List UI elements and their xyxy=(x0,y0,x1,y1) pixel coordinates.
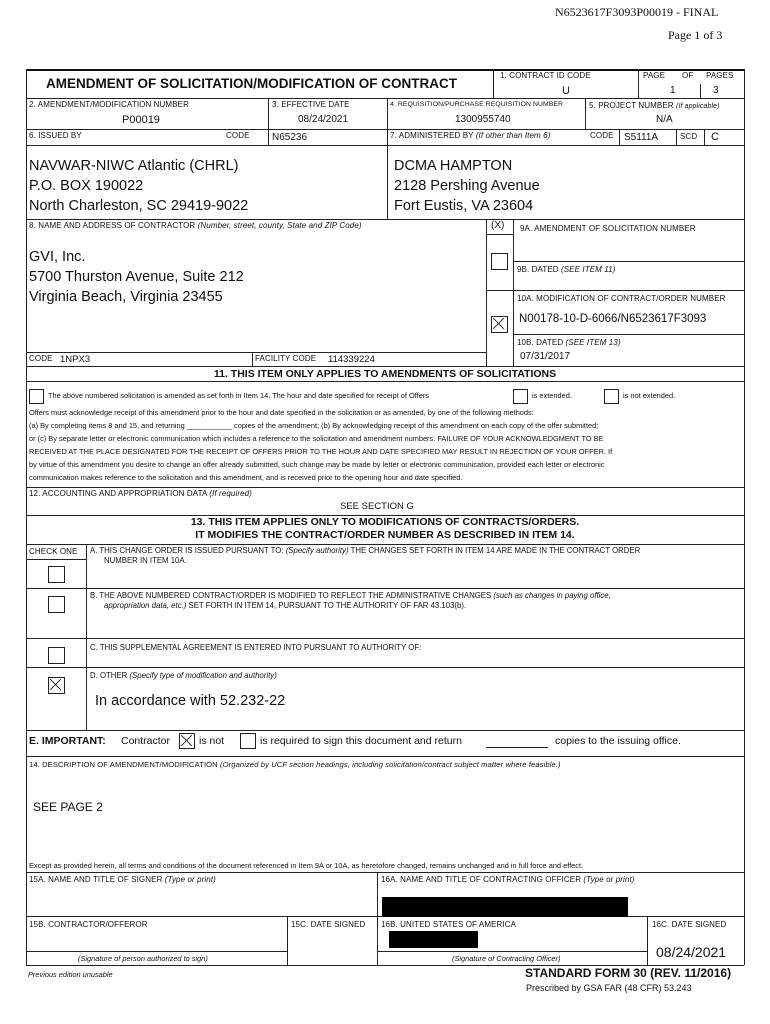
administered-by-line-1: DCMA HAMPTON xyxy=(394,158,513,174)
signature-person-caption: (Signature of person authorized to sign) xyxy=(78,954,208,963)
amendment-number-value: P00019 xyxy=(122,114,160,126)
of-label: OF xyxy=(682,71,694,80)
important-required-text: is required to sign this document and return xyxy=(260,735,462,747)
issued-by-line-2: P.O. BOX 190022 xyxy=(29,178,144,194)
contractor-line-1: GVI, Inc. xyxy=(29,249,86,265)
facility-code-label: FACILITY CODE xyxy=(255,354,317,363)
united-states-label: 16B. UNITED STATES OF AMERICA xyxy=(381,920,517,929)
amendment-number-label: 2. AMENDMENT/MODIFICATION NUMBER xyxy=(29,100,189,109)
rule xyxy=(26,381,744,382)
rule xyxy=(486,234,513,235)
rule xyxy=(377,951,647,952)
administered-by-line-3: Fort Eustis, VA 23604 xyxy=(394,198,534,214)
item-11-text-3: or (c) By separate letter or electronic communication which includes a reference to the solicitation and amendment numbers. FAILURE OF YOUR ACKNOWLEDGMENT TO BE xyxy=(29,434,604,443)
form-title: AMENDMENT OF SOLICITATION/MODIFICATION OF CONTRACT xyxy=(46,76,457,91)
accounting-data-value: SEE SECTION G xyxy=(340,501,414,512)
item-13d-checkbox[interactable] xyxy=(48,677,65,694)
rule xyxy=(26,98,744,99)
rule xyxy=(26,756,744,757)
rule xyxy=(26,951,287,952)
is-not-extended-checkbox[interactable] xyxy=(604,389,619,404)
rule xyxy=(268,129,269,145)
item-13d-value: In accordance with 52.232-22 xyxy=(95,693,286,709)
rule xyxy=(26,730,744,731)
contractor-code-value: 1NPX3 xyxy=(60,354,91,365)
rule xyxy=(486,219,487,366)
rule xyxy=(26,487,744,488)
is-not-required-checkbox[interactable] xyxy=(179,733,195,749)
administered-by-code-label: CODE xyxy=(590,131,614,140)
is-required-checkbox[interactable] xyxy=(240,733,256,749)
item-13a-checkbox[interactable] xyxy=(48,566,65,583)
issued-by-label: 6. ISSUED BY xyxy=(29,131,82,140)
rule xyxy=(493,69,494,98)
item-11-text-4: RECEIVED AT THE PLACE DESIGNATED FOR THE RECEIPT OF OFFERS PRIOR TO THE HOUR AND DATE SPECIFIED MAY RESULT IN REJECTION OF YOUR OFFER. If xyxy=(29,447,613,456)
issued-by-code-value: N65236 xyxy=(272,132,308,143)
form-right-border xyxy=(744,69,745,965)
pages-value: 3 xyxy=(713,85,719,96)
contractor-offeror-label: 15B. CONTRACTOR/OFFEROR xyxy=(29,920,148,929)
item-13-title-2: IT MODIFIES THE CONTRACT/ORDER NUMBER AS DESCRIBED IN ITEM 14. xyxy=(195,529,575,541)
item-11-checkbox[interactable] xyxy=(29,389,44,404)
scd-value: C xyxy=(711,131,719,143)
officer-date-signed-label: 16C. DATE SIGNED xyxy=(652,920,727,929)
rule xyxy=(387,98,388,219)
rule xyxy=(513,219,514,366)
rule xyxy=(26,872,744,873)
item-11-title: 11. THIS ITEM ONLY APPLIES TO AMENDMENTS OF SOLICITATIONS xyxy=(213,368,557,380)
contractor-line-3: Virginia Beach, Virginia 23455 xyxy=(29,289,223,305)
item-11-text-1: Offers must acknowledge receipt of this amendment prior to the hour and date specified in the solicitation or as amended, by one of the following methods: xyxy=(29,408,534,417)
rule xyxy=(268,98,269,129)
page-value: 1 xyxy=(670,85,676,96)
contractor-code-label: CODE xyxy=(29,354,53,363)
redacted-signature xyxy=(389,931,478,948)
redacted-officer-name xyxy=(382,897,628,917)
copies-blank xyxy=(486,747,548,748)
rule xyxy=(26,219,744,220)
is-not-extended-label: is not extended. xyxy=(623,391,676,400)
rule xyxy=(86,544,87,730)
requisition-number-value: 1300955740 xyxy=(455,114,511,125)
item-13b-checkbox[interactable] xyxy=(48,596,65,613)
important-contractor: Contractor xyxy=(121,735,171,747)
item-13c-checkbox[interactable] xyxy=(48,647,65,664)
dated-9b-label: 9B. DATED (SEE ITEM 11) xyxy=(517,265,616,274)
prescribed-by: Prescribed by GSA FAR (48 CFR) 53.243 xyxy=(526,983,692,993)
project-number-label: 5. PROJECT NUMBER (If applicable) xyxy=(589,101,720,110)
item-13-title-1: 13. THIS ITEM APPLIES ONLY TO MODIFICATIONS OF CONTRACTS/ORDERS. xyxy=(190,516,580,528)
administered-by-code-value: S5111A xyxy=(624,132,659,143)
standard-form-number: STANDARD FORM 30 (REV. 11/2016) xyxy=(525,966,732,980)
description-value: SEE PAGE 2 xyxy=(33,800,103,814)
rule xyxy=(585,98,586,129)
page-label: PAGE xyxy=(643,71,666,80)
rule xyxy=(26,352,486,353)
rule xyxy=(26,588,744,589)
administered-by-line-2: 2128 Pershing Avenue xyxy=(394,178,540,194)
item-9-checkbox[interactable] xyxy=(491,253,508,270)
item-11-text-5: by virtue of this amendment you desire to change an offer already submitted, such change may be made by letter or electronic communication, provided each letter or electronic xyxy=(29,460,605,469)
item-11-text-6: communication makes reference to the solicitation and this amendment, and is received prior to the opening hour and date specified. xyxy=(29,473,463,482)
requisition-number-label: 4. REQUISITION/PURCHASE REQUISITION NUMBER xyxy=(390,101,564,108)
item-13a-line-2: NUMBER IN ITEM 10A. xyxy=(104,556,187,565)
rule xyxy=(26,559,86,560)
x-column-label: (X) xyxy=(491,220,505,231)
rule xyxy=(513,334,744,335)
accounting-data-label: 12. ACCOUNTING AND APPROPRIATION DATA (If required) xyxy=(29,489,252,498)
item-13b-line-2: appropriation data, etc.) SET FORTH IN ITEM 14, PURSUANT TO THE AUTHORITY OF FAR 43.103(b). xyxy=(104,601,467,610)
rule xyxy=(647,916,648,965)
item-13a-line-1: A. THIS CHANGE ORDER IS ISSUED PURSUANT TO: (Specify authority) THE CHANGES SET FORTH IN ITEM 14 ARE MADE IN THE CONTRACT ORDER xyxy=(90,546,641,555)
form-top-border xyxy=(26,69,744,71)
contract-id-code-label: 1. CONTRACT ID CODE xyxy=(500,71,591,80)
modification-contract-number-value: N00178-10-D-6066/N6523617F3093 xyxy=(519,313,707,325)
rule xyxy=(26,145,744,146)
important-is-not: is not xyxy=(199,735,225,747)
contractor-line-2: 5700 Thurston Avenue, Suite 212 xyxy=(29,269,244,285)
rule xyxy=(513,261,744,262)
facility-code-value: 114339224 xyxy=(328,354,375,365)
item-13d-line: D. OTHER (Specify type of modification and authority) xyxy=(90,671,277,680)
description-label: 14. DESCRIPTION OF AMENDMENT/MODIFICATION (Organized by UCF section headings, including solicitation/contract subject matter where feasible.) xyxy=(29,760,561,769)
document-id: N6523617F3093P00019 - FINAL xyxy=(555,5,719,19)
page-indicator: Page 1 of 3 xyxy=(668,28,723,42)
is-extended-checkbox[interactable] xyxy=(513,389,528,404)
rule xyxy=(26,667,744,668)
rule xyxy=(638,69,639,98)
issued-by-line-1: NAVWAR-NIWC Atlantic (CHRL) xyxy=(29,158,239,174)
rule xyxy=(287,916,288,965)
dated-10b-value: 07/31/2017 xyxy=(520,351,571,362)
rule xyxy=(26,638,744,639)
item-11-line: The above numbered solicitation is amended as set forth in Item 14. The hour and date specified for receipt of Offers xyxy=(48,391,429,400)
rule xyxy=(252,352,253,366)
contract-id-code-value: U xyxy=(562,85,570,97)
rule xyxy=(26,544,744,545)
issued-by-line-3: North Charleston, SC 29419-9022 xyxy=(29,198,249,214)
item-13b-line-1: B. THE ABOVE NUMBERED CONTRACT/ORDER IS MODIFIED TO REFLECT THE ADMINISTRATIVE CHANGES (such as changes in paying office, xyxy=(90,591,611,600)
rule xyxy=(700,84,701,98)
signature-officer-caption: (Signature of Contracting Officer) xyxy=(452,954,561,963)
effective-date-label: 3. EFFECTIVE DATE xyxy=(272,100,350,109)
dated-10b-label: 10B. DATED (SEE ITEM 13) xyxy=(517,338,621,347)
officer-name-label: 16A. NAME AND TITLE OF CONTRACTING OFFICER (Type or print) xyxy=(381,875,635,884)
scd-label: SCD xyxy=(680,132,698,141)
administered-by-label: 7. ADMINISTERED BY (If other than Item 6) xyxy=(390,131,551,140)
item-13c-line: C. THIS SUPPLEMENTAL AGREEMENT IS ENTERED INTO PURSUANT TO AUTHORITY OF: xyxy=(90,643,422,652)
modification-contract-number-label: 10A. MODIFICATION OF CONTRACT/ORDER NUMBER xyxy=(517,294,726,303)
officer-date-signed-value: 08/24/2021 xyxy=(656,944,727,960)
important-label: E. IMPORTANT: xyxy=(29,735,106,747)
except-text: Except as provided herein, all terms and conditions of the document referenced in Item 9A or 10A, as heretofore changed, remains unchanged and in full force and effect. xyxy=(29,861,584,870)
contractor-label: 8. NAME AND ADDRESS OF CONTRACTOR (Number, street, county, State and ZIP Code) xyxy=(29,221,362,230)
effective-date-value: 08/24/2021 xyxy=(298,114,349,125)
item-10-checkbox[interactable] xyxy=(491,316,508,333)
signer-name-label: 15A. NAME AND TITLE OF SIGNER (Type or print) xyxy=(29,875,216,884)
important-copies-text: copies to the issuing office. xyxy=(555,735,681,747)
project-number-value: N/A xyxy=(656,114,673,125)
rule xyxy=(26,366,744,367)
issued-by-code-label: CODE xyxy=(226,131,250,140)
contractor-date-signed-label: 15C. DATE SIGNED xyxy=(291,920,366,929)
item-11-text-2: (a) By completing items 8 and 15, and returning ___________ copies of the amendment; (b) By acknowledging receipt of this amendment on each copy of the offer submitted; xyxy=(29,421,599,430)
rule xyxy=(486,290,744,291)
check-one-label: CHECK ONE xyxy=(29,547,78,556)
amendment-solicitation-number-label: 9A. AMENDMENT OF SOLICITATION NUMBER xyxy=(520,224,696,233)
pages-label: PAGES xyxy=(706,71,734,80)
is-extended-label: is extended. xyxy=(532,391,572,400)
previous-edition-note: Previous edition unusable xyxy=(28,970,113,979)
